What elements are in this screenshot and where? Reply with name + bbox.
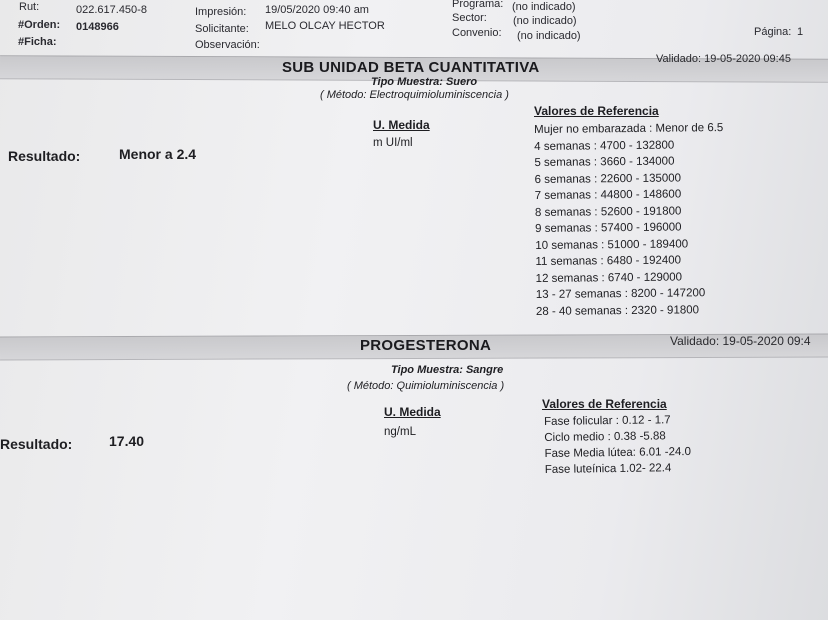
convenio-value: (no indicado) [517, 30, 581, 42]
orden-value: 0148966 [76, 21, 119, 33]
solicitante-label: Solicitante: [195, 23, 249, 35]
ref-header-progesterona: Valores de Referencia [542, 397, 667, 411]
ref-list-beta [534, 120, 725, 320]
validado-beta: Validado: 19-05-2020 09:45 [656, 53, 791, 65]
ref-item: 5 semanas : 3660 - 134000 [534, 155, 675, 169]
ref-item: 8 semanas : 52600 - 191800 [534, 204, 682, 219]
unidad-header-beta: U. Medida [373, 118, 430, 132]
orden-label: #Orden: [18, 19, 61, 31]
resultado-label-progesterona: Resultado: [0, 436, 73, 452]
resultado-label-beta: Resultado: [8, 148, 81, 164]
resultado-value-progesterona: 17.40 [109, 433, 145, 449]
ficha-label: #Ficha: [18, 36, 57, 48]
ref-item: 11 semanas : 6480 - 192400 [535, 254, 682, 268]
ref-item: 7 semanas : 44800 - 148600 [534, 188, 682, 202]
convenio-label: Convenio: [452, 27, 502, 39]
ref-item: Fase luteínica 1.02- 22.4 [544, 462, 672, 476]
unidad-header-progesterona: U. Medida [384, 405, 441, 419]
rut-label: Rut: [19, 1, 40, 13]
resultado-value-beta: Menor a 2.4 [119, 146, 197, 162]
pagina-value: 1 [797, 26, 804, 38]
ref-header-beta: Valores de Referencia [534, 104, 659, 118]
ref-item: 13 - 27 semanas : 8200 - 147200 [535, 287, 706, 301]
impresion-value: 19/05/2020 09:40 am [265, 4, 369, 16]
section-title-progesterona: PROGESTERONA [360, 337, 492, 354]
programa-value: (no indicado) [512, 1, 576, 13]
ref-item: 10 semanas : 51000 - 189400 [535, 237, 689, 252]
ref-item: Mujer no embarazada : Menor de 6.5 [534, 122, 724, 136]
ref-item: 4 semanas : 4700 - 132800 [534, 139, 675, 153]
tipo-muestra-beta: Tipo Muestra: Suero [371, 76, 478, 88]
unidad-progesterona: ng/mL [384, 426, 416, 438]
programa-label: Programa: [452, 0, 504, 10]
ref-item: Fase folicular : 0.12 - 1.7 [544, 414, 671, 428]
ref-item: Fase Media lútea: 6.01 -24.0 [544, 445, 692, 460]
sector-value: (no indicado) [513, 15, 577, 27]
metodo-beta: ( Método: Electroquimioluminiscencia ) [320, 89, 509, 101]
ref-item: 12 semanas : 6740 - 129000 [535, 270, 683, 285]
pagina-label: Página: [754, 26, 792, 38]
metodo-progesterona: ( Método: Quimioluminiscencia ) [347, 380, 505, 392]
rut-value: 022.617.450-8 [76, 4, 147, 16]
tipo-muestra-progesterona: Tipo Muestra: Sangre [391, 364, 504, 376]
ref-item: Ciclo medio : 0.38 -5.88 [544, 430, 666, 444]
solicitante-value: MELO OLCAY HECTOR [265, 20, 385, 32]
ref-item: 6 semanas : 22600 - 135000 [534, 171, 682, 186]
unidad-beta: m UI/ml [373, 137, 413, 149]
observacion-label: Observación: [195, 39, 260, 51]
ref-item: 9 semanas : 57400 - 196000 [535, 221, 682, 235]
impresion-label: Impresión: [195, 6, 247, 18]
ref-item: 28 - 40 semanas : 2320 - 91800 [535, 303, 700, 318]
ref-list-progesterona [544, 412, 691, 478]
sector-label: Sector: [452, 12, 487, 24]
section-title-beta: SUB UNIDAD BETA CUANTITATIVA [282, 59, 540, 76]
validado-progesterona: Validado: 19-05-2020 09:4 [670, 334, 811, 348]
